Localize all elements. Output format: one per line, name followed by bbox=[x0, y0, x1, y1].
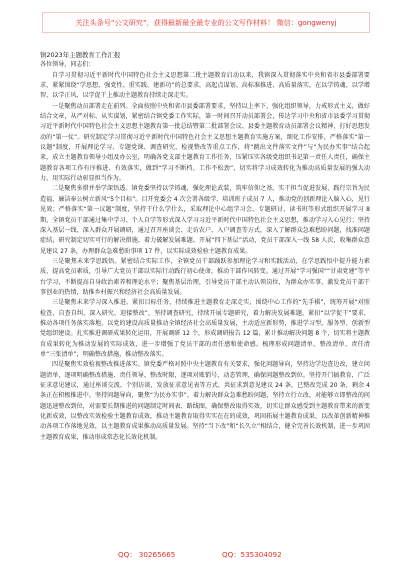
paragraph-intro: 自学习贯彻习近平新时代中国特色社会主义思想第二批主题教育启动以来，我镇深入贯彻落实中央和省市县委部署要求，紧紧围绕“学思想、强党性、重实践、建新功”的总要求，高起点谋划、高标准推进、高质量落实，在以学铸魂、以学增智、以学正风、以学促干上推动主题教育持续走深走实。 bbox=[40, 71, 370, 100]
paragraph-2: 二是聚焦多措并举学深悟透。镇党委坚持以学铸魂，强化理论武装，筑牢信仰之基。实干担当促进发展，践行宗旨为民造福，廉洁奉公树立新风“5个目标”。目开党委会 4 次会署各级学，培训班子成员 7 人，推动党的创新理论入脑入心，见行见效；严格落实“第一议题”制度，坚持干什么学什么，采取理论中心组学习会、专题研讨、读书班等形式组织开展学习 8 期，全镇党员干部通过集中学习、个人自学等形式深入学习习近平新时代中国特色社会主义思想，推动学习入心见行；坚持深入基层一线、深入群众开展调研，通过召开座谈会、走访农户、入户调查等方式，深入了解群众急难愁盼问题，找准问题症结，研究制定切实可行的解决措施，着力破解发展难题。开展“四下基层”活动，党员干部深入一线 58 人次，收集群众意见建议 27 条，办理群众急难愁盼事项 17 件，以实际成效检验主题教育成果。 bbox=[40, 185, 370, 255]
paragraph-1: 一是聚焦动员部署走在前列。全面按照中央和省市县委部署要求，坚持以上率下，强化组织领导，力戒形式主义，做好结合文章，从严对标、从实谋划，紧密结合镇党委工作实际，第一时间召开动员部署会，传达学习中央和省市县委学习贯彻习近平新时代中国特色社会主义思想主题教育第一批总结暨第二批部署会议、县委主题教育动员部署会议精神，打好思想发动的“第一仗”。研究制定学习贯彻习近平新时代中国特色社会主义思想主题教育实施方案，细化工作安排，严格落实“第一议题”制度，开展理论学习、专题党课、调查研究、检视整改等重点工作，将“跳出文件落实文件”与“为民办实事”结合起来，成立主题教育领导小组及办公室，明确各党支部主题教育工作任务，压紧压实各级党组织书记第一责任人责任，确保主题教育各项工作有序推进、有效落实，做到“学习不断档、工作不松劲”，切实将学习成效转化为推动高质量发展的强大动力，用实际行动彰显担当作为。 bbox=[40, 102, 370, 183]
document-title: 镇2023年主题教育工作汇报 bbox=[40, 51, 121, 59]
contact-footer bbox=[0, 548, 408, 562]
paragraph-4: 三是聚焦未来学习深入推进。紧扣目标任务，持续推进主题教育走深走实，围绕中心工作的“先手棋”，统筹开展“对照检查、自查自纠、深入研究、迎接整改”，坚持调查研究，持续开展专题研究，着力解决发展难题，紧扣“以学促干”要求，推动各项任务落实落地，以党的建设高质量推动全镇经济社会高质量发展，主动适应新形势，推进学习型、服务型、创新型党组织建设。扎实推进调研成果转化运用，开展调研 12 个，形成调研报告 12 篇，累计推动解决问题 8 个，切实将主题教育成果转化为推动发展的实际成效，进一步增强了党员干部的责任感和使命感。梳理形成问题清单、整改清单、责任清单“三张清单”，明确整改措施，推动整改落实。 bbox=[40, 299, 370, 358]
document-greeting: 各位领导，同志们： bbox=[40, 61, 95, 69]
footer-qq-left: QQ： 30265665 bbox=[118, 550, 176, 559]
paragraph-3: 三是聚焦未来学思践悟。紧密结合实际工作，全镇党员干部踊跃参加理论学习和实践活动，在学思践悟中提升能力素质，提高党员素质，引导广大党员干部以实际行动践行初心使命，推动干部作风转变。通过开展“学习强国”“甘肃党建”等平台学习，不断提高自身政治素养和理论水平；聚焦基层治理，引导党员干部主动认领岗位，为群众办实事，激发党员干部干事创业的热情，助推乡村振兴和经济社会高质量发展。 bbox=[40, 257, 370, 296]
footer-qq-right: QQ：535304092 bbox=[222, 550, 282, 559]
document-body bbox=[40, 50, 370, 443]
promo-banner: 关注头条号“公文研究”，获得最新最全最专业的公文写作材料！ 微信：gongwenyj bbox=[42, 12, 370, 33]
paragraph-5: 四是聚焦实效检视整改推进落实。镇党委严格对照中央主题教育有关要求，强化问题导向，坚持边学边查边改，建立问题清单，逐项明确整改措施、责任领导、整改时限，逐项对账销号、动态管理，确保问题整改到位。坚持开门搞教育，广泛征求意见建议，通过座谈交流、个别访谈、发放征求意见表等方式，共征求到意见建议 24 条，已整改完成 20 条，剩余 4 条正在积极推进中。坚持问题导向，聚焦“为民办实事”，着力解决群众急难愁盼问题，坚持立行立改，对能够立即整改的问题迅速整改到位，对需要长期推进的问题制定时间表、路线图，确保整改取得实效，切实让群众感受到主题教育带来的新变化新成效，以整改实效检验主题教育成效，推动主题教育取得实实在在的成效，巩固拓展主题教育成果，以改革创新精神推动各项工作落地见效，以主题教育成果推动高质量发展。坚持“当下改”和“长久立”相结合，健全完善长效机制，进一步巩固主题教育成果，推动形成常态化长效化机制。 bbox=[40, 361, 370, 441]
